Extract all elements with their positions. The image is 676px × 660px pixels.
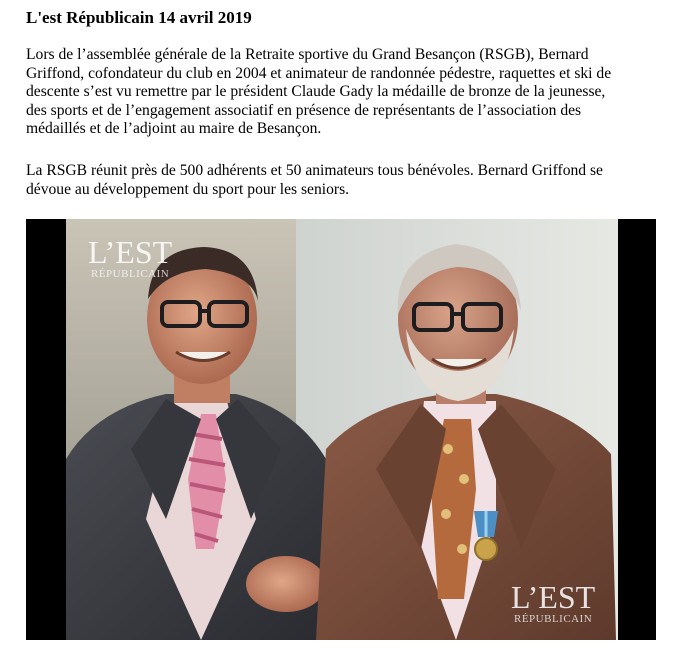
- article-headline: L'est Républicain 14 avril 2019: [26, 8, 252, 27]
- watermark-top-main: L’EST: [88, 234, 173, 270]
- watermark-bottom-logo: [511, 579, 596, 625]
- watermark-bottom-main: L’EST: [511, 579, 596, 615]
- photo-illustration: [26, 219, 656, 640]
- article-paragraph-1: [26, 46, 656, 139]
- paragraph-1-line: descente s’est vu remettre par le président Claude Gady la médaille de bronze de la jeunesse,: [26, 83, 606, 101]
- article-photo: [26, 219, 656, 640]
- paragraph-2-line: dévoue au développement du sport pour les seniors.: [26, 180, 350, 198]
- paragraph-2-line: La RSGB réunit près de 500 adhérents et 50 animateurs tous bénévoles. Bernard Griffond se: [26, 162, 603, 179]
- paragraph-1-line: Lors de l’assemblée générale de la Retraite sportive du Grand Besançon (RSGB), Bernard: [26, 46, 589, 63]
- watermark-top-logo: [88, 234, 173, 280]
- watermark-bottom-sub: RÉPUBLICAIN: [514, 613, 593, 625]
- paragraph-1-line: des sports et de l’engagement associatif en présence de représentants de l’association des: [26, 101, 582, 119]
- article-paragraph-2: [26, 162, 656, 199]
- paragraph-1-line: Griffond, cofondateur du club en 2004 et animateur de randonnée pédestre, raquettes et ski de: [26, 64, 612, 82]
- paragraph-1-line: médaillés et de l’adjoint au maire de Besançon.: [26, 120, 322, 138]
- watermark-top-sub: RÉPUBLICAIN: [91, 268, 170, 280]
